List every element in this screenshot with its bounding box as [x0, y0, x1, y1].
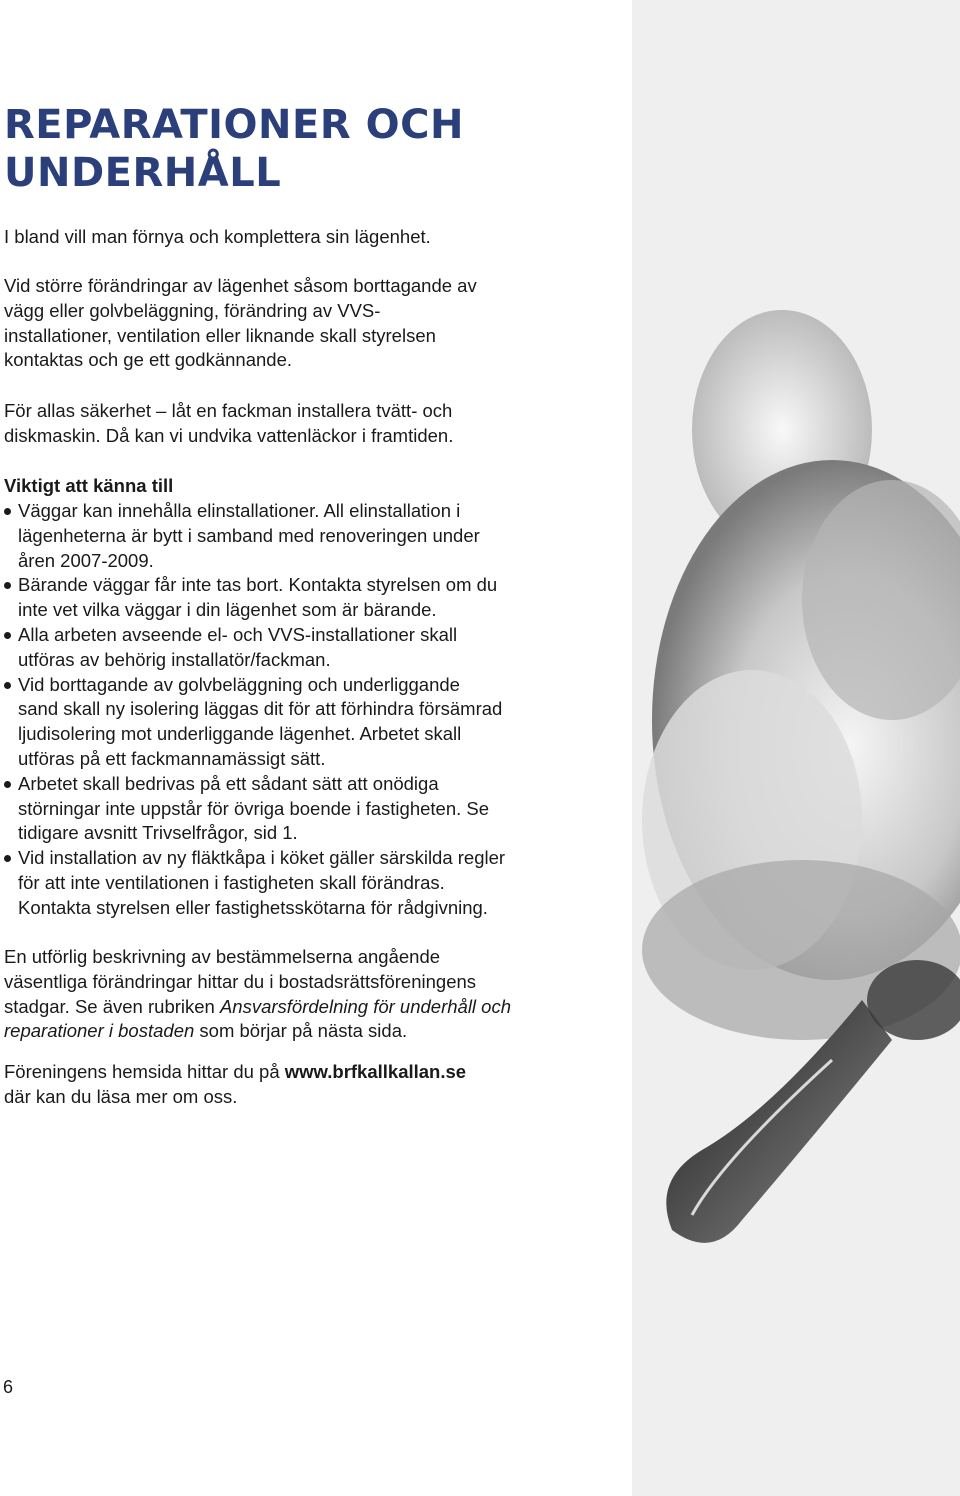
decorative-photo: [632, 0, 960, 1496]
list-item: Väggar kan innehålla elinstallationer. All elinstallation i lägenheterna är bytt i samband med renoveringen under åren 2007-2009.: [4, 499, 604, 573]
important-list: [4, 499, 604, 921]
list-item: Arbetet skall bedrivas på ett sådant sätt att onödiga störningar inte uppstår för övriga boende i fastigheten. Se tidigare avsnitt Trivselfrågor, sid 1.: [4, 772, 604, 846]
bullet-icon: [4, 781, 11, 788]
page-title: [4, 101, 464, 197]
reference-title: Ansvarsfördelning för underhåll och: [219, 995, 512, 1017]
section-heading: Viktigt att känna till: [4, 475, 174, 496]
intro-paragraph: I bland vill man förnya och komplettera sin lägenhet.: [4, 226, 431, 247]
bullet-icon: [4, 855, 11, 862]
list-item: Alla arbeten avseende el- och VVS-installationer skall utföras av behörig installatör/fackman.: [4, 623, 604, 673]
list-item: Vid installation av ny fläktkåpa i köket gäller särskilda regler för att inte ventilationen i fastigheten skall förändras. Kontakta styrelsen eller fastighetsskötarna för rådgivning.: [4, 846, 604, 920]
bullet-icon: [4, 632, 11, 639]
list-item: Bärande väggar får inte tas bort. Kontakta styrelsen om du inte vet vilka väggar i din lägenhet som är bärande.: [4, 573, 604, 623]
bullet-icon: [4, 508, 11, 515]
page-number: 6: [3, 1377, 14, 1397]
website-link[interactable]: www.brfkallkallan.se: [284, 1061, 467, 1082]
page-title-line-2: UNDERHÅLL: [4, 150, 282, 196]
bullet-icon: [4, 682, 11, 689]
website-paragraph: Föreningens hemsida hittar du på www.brfkallkallan.se där kan du läsa mer om oss.: [4, 1061, 467, 1107]
list-item: Vid borttagande av golvbeläggning och underliggande sand skall ny isolering läggas dit för att förhindra försämrad ljudisolering mot underliggande lägenhet. Arbetet skall utföras på ett fackmannamässigt sätt.: [4, 673, 604, 772]
fluffy-texture-image: [632, 0, 960, 1496]
reference-title-cont: reparationer i bostaden: [4, 1020, 195, 1042]
safety-paragraph: För allas säkerhet – låt en fackman installera tvätt- och diskmaskin. Då kan vi undvika vattenläckor i framtiden.: [4, 400, 454, 446]
changes-paragraph: Vid större förändringar av lägenhet såsom borttagande av vägg eller golvbeläggning, förändring av VVS- installationer, ventilation eller liknande skall styrelsen kontaktas och ge ett godkännande.: [4, 275, 477, 371]
bullet-icon: [4, 582, 11, 589]
page-title-line-1: REPARATIONER OCH: [4, 102, 464, 148]
regulations-paragraph: En utförlig beskrivning av bestämmelserna angående väsentliga förändringar hittar du i bostadsrättsföreningens stadgar. Se även rubriken Ansvarsfördelning för underhåll och reparationer i bostaden som börjar på nästa sida.: [4, 946, 512, 1042]
